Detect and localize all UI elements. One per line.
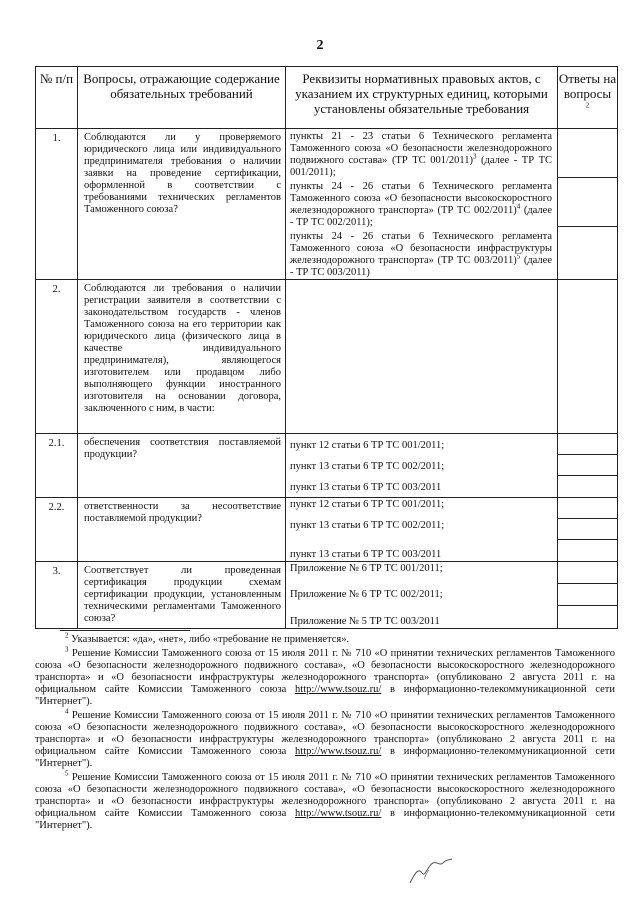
row-number: 1. <box>36 129 78 280</box>
row-number: 3. <box>36 562 78 629</box>
footnote-number: 5 <box>65 769 69 778</box>
requisite-suffix: (далее - ТР ТС 001/2011); <box>290 155 552 178</box>
requisite-item: пункт 13 статьи 6 ТР ТС 003/2011 <box>290 482 442 493</box>
requirements-table <box>35 66 617 629</box>
footnote <box>35 769 616 832</box>
footnote-number: 4 <box>65 707 69 716</box>
row-question: обеспечения соответствия поставляемой продукции? <box>78 434 286 498</box>
answer-box[interactable] <box>558 540 617 561</box>
row-requisites <box>286 129 558 280</box>
header-questions: Вопросы, отражающие содержание обязательных требований <box>78 67 286 129</box>
row-requisites <box>286 498 558 562</box>
requisite-item: пункт 12 статьи 6 ТР ТС 001/2011; <box>290 499 445 510</box>
answer-cell <box>558 498 618 562</box>
header-answers-label: Ответы на вопросы <box>558 71 617 101</box>
page-number: 2 <box>316 38 324 53</box>
requisite-text: пункты 21 - 23 статьи 6 Технического регламента Таможенного союза «О безопасности железнодорожного подвижного состава» (ТР ТС 001/2011) <box>290 131 552 166</box>
answer-box[interactable] <box>558 498 617 519</box>
answer-box[interactable] <box>558 227 617 276</box>
footnote-link[interactable]: http://www.tsouz.ru/ <box>295 808 382 819</box>
answer-box[interactable] <box>558 476 617 497</box>
answer-box[interactable] <box>558 178 617 227</box>
requisite-suffix: (далее - ТР ТС 002/2011); <box>290 205 552 228</box>
footnote-link[interactable]: http://www.tsouz.ru/ <box>295 746 382 757</box>
requisite-item: Приложение № 6 ТР ТС 001/2011; <box>290 563 443 574</box>
answer-cell <box>558 129 618 280</box>
table-row <box>36 129 618 280</box>
requisite-item: Приложение № 5 ТР ТС 003/2011 <box>290 616 440 627</box>
row-question: Соответствует ли проведенная сертификация продукции схемам сертификации продукции, установленным техническими регламентами Таможенного союза? <box>78 562 286 629</box>
answer-box[interactable] <box>558 129 617 178</box>
requisite-item: Приложение № 6 ТР ТС 002/2011; <box>290 589 443 600</box>
requisite-item: пункт 13 статьи 6 ТР ТС 002/2011; <box>290 461 445 472</box>
footnote-text: Решение Комиссии Таможенного союза от 15 июля 2011 г. № 710 «О принятии технических регламентов Таможенного союза «О безопасности железнодорожного подвижного состава», «О безопасности высокоскоростного железнодорожного транспорта» и «О безопасности инфраструктуры железнодорожного транспорта» (опубликовано 2 августа 2011 г. на официальном сайте Комиссии Таможенного союза <box>35 648 616 695</box>
footnote-text: Решение Комиссии Таможенного союза от 15 июля 2011 г. № 710 «О принятии технических регламентов Таможенного союза «О безопасности железнодорожного подвижного состава», «О безопасности высокоскоростного железнодорожного транспорта» и «О безопасности инфраструктуры железнодорожного транспорта» (опубликовано 2 августа 2011 г. на официальном сайте Комиссии Таможенного союза <box>35 772 616 819</box>
footnote <box>35 707 616 770</box>
answer-cell <box>558 434 618 498</box>
answer-box[interactable] <box>558 562 617 584</box>
footnote <box>35 631 615 646</box>
row-number: 2.1. <box>36 434 78 498</box>
answer-box[interactable] <box>558 434 617 455</box>
answer-box[interactable] <box>558 606 617 628</box>
footnote-link[interactable]: http://www.tsouz.ru/ <box>295 684 382 695</box>
row-number: 2. <box>36 280 78 434</box>
footnote <box>35 645 616 708</box>
footnote-ref: 5 <box>516 252 521 261</box>
requisite-item: пункт 13 статьи 6 ТР ТС 003/2011 <box>290 549 442 560</box>
footnote-number: 3 <box>65 645 69 654</box>
footnotes <box>35 631 616 834</box>
row-requisites <box>286 434 558 498</box>
row-question: Соблюдаются ли требования о наличии регистрации заявителя в соответствии с законодательством государств - членов Таможенного союза на его территории как юридического лица (физического лица в качестве индивидуального предпринимателя), являющегося изготовителем или продавцом либо выполняющего функции иностранного изготовителя на основании договора, заключенного с ним, в части: <box>78 280 286 434</box>
footnote-text: Решение Комиссии Таможенного союза от 15 июля 2011 г. № 710 «О принятии технических регламентов Таможенного союза «О безопасности железнодорожного подвижного состава», «О безопасности высокоскоростного железнодорожного транспорта» и «О безопасности инфраструктуры железнодорожного транспорта» (опубликовано 2 августа 2011 г. на официальном сайте Комиссии Таможенного союза <box>35 710 616 757</box>
table-row <box>36 562 618 629</box>
requisite-item <box>286 229 557 279</box>
answer-cell[interactable] <box>558 280 618 434</box>
row-requisites <box>286 280 558 434</box>
table-row <box>36 498 618 562</box>
requisite-item <box>286 129 557 179</box>
answer-cell <box>558 562 618 629</box>
footnote-text: Указывается: «да», «нет», либо «требование не применяется». <box>71 634 350 645</box>
row-question: ответственности за несоответствие поставляемой продукции? <box>78 498 286 562</box>
header-answers <box>558 67 618 129</box>
footnote-suffix: в информационно-телекоммуникационной сети "Интернет"). <box>35 684 616 707</box>
row-question: Соблюдаются ли у проверяемого юридического лица или индивидуального предпринимателя требования о наличии заявки на проведение сертификации, оформленной в соответствии с требованиями технических регламентов Таможенного союза? <box>78 129 286 280</box>
signature-scribble <box>400 845 460 890</box>
header-num: № п/п <box>36 67 78 129</box>
answer-box[interactable] <box>558 519 617 540</box>
footnote-number: 2 <box>65 631 69 640</box>
table-row <box>36 280 618 434</box>
requisite-item: пункт 12 статьи 6 ТР ТС 001/2011; <box>290 440 445 451</box>
requisite-text: пункты 24 - 26 статьи 6 Технического регламента Таможенного союза «О безопасности высокоскоростного железнодорожного транспорта» (ТР ТС 002/2011) <box>290 181 552 216</box>
requisite-item <box>286 179 557 229</box>
footnote-suffix: в информационно-телекоммуникационной сети "Интернет"). <box>35 746 616 769</box>
footnote-suffix: в информационно-телекоммуникационной сети "Интернет"). <box>35 808 616 831</box>
answer-box[interactable] <box>558 455 617 476</box>
table-header-row <box>36 67 618 129</box>
requisite-item: пункт 13 статьи 6 ТР ТС 002/2011; <box>290 520 445 531</box>
row-requisites <box>286 562 558 629</box>
answer-box[interactable] <box>558 584 617 606</box>
header-requisites: Реквизиты нормативных правовых актов, с указанием их структурных единиц, которыми установлены обязательные требования <box>286 67 558 129</box>
requisite-suffix: (далее - ТР ТС 003/2011) <box>290 255 552 278</box>
table-row <box>36 434 618 498</box>
row-number: 2.2. <box>36 498 78 562</box>
requisite-text: пункты 24 - 26 статьи 6 Технического регламента Таможенного союза «О безопасности инфраструктуры железнодорожного транспорта» (ТР ТС 003/2011) <box>290 231 552 266</box>
footnote-divider <box>60 630 190 631</box>
footnote-ref: 3 <box>472 152 477 161</box>
footnote-ref: 4 <box>516 202 521 211</box>
header-answers-footnote-ref: 2 <box>585 101 590 110</box>
